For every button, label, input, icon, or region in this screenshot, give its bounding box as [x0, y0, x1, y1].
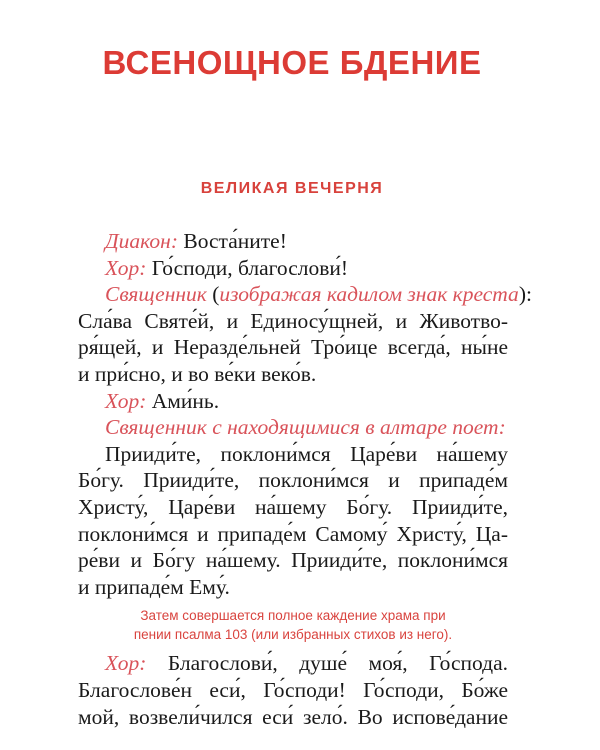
text-line: Прииди́те, поклони́мся Царе́ви на́шему — [105, 441, 508, 466]
text-line: Хор: Го́споди, благослови́! — [105, 255, 349, 280]
text-line: поклони́мся и припаде́м Самому́ Христу́, Ца- — [78, 521, 508, 546]
role-label: Хор: — [105, 255, 147, 280]
role-label: Хор: — [105, 651, 147, 676]
text-line: Благослове́н еси́, Го́споди! Го́споди, Бо́же — [78, 677, 508, 702]
text-line: ре́ви и Бо́гу на́шему. Прииди́те, поклони́мся — [78, 548, 508, 573]
text-line: Хор: Ами́нь. — [105, 388, 220, 413]
text-line: и при́сно, и во ве́ки веко́в. — [78, 361, 317, 386]
text-line: мой, возвели́чился еси́ зело́. Во испове́дание — [78, 704, 508, 729]
page-title: ВСЕНОЩНОЕ БДЕНИЕ — [102, 44, 482, 81]
text-line: ря́щей, и Неразде́льней Тро́ице всегда́, ны́не — [78, 335, 508, 360]
text-line: Хор: Благослови́, душе́ моя́, Го́спода. — [105, 651, 508, 676]
text-line: Диакон: Воста́ните! — [105, 229, 287, 253]
text-line: и припаде́м Ему́. — [78, 574, 230, 599]
text-line: Сла́ва Святе́й, и Единосу́щней, и Животво- — [78, 308, 508, 333]
role-label: Диакон: — [105, 229, 178, 253]
role-label: Хор: — [105, 388, 147, 413]
section-title: ВЕЛИКАЯ ВЕЧЕРНЯ — [200, 180, 384, 197]
rubric-note: Затем совершается полное каждение храма при пении псалма 103 (или избранных стихов из него). — [133, 608, 453, 643]
text-line: Бо́гу. Прииди́те, поклони́мся и припаде́м — [78, 468, 508, 493]
rubric: изображая кадилом знак креста — [219, 282, 519, 307]
text-line: Христу́, Царе́ви на́шему Бо́гу. Прииди́те, — [78, 494, 508, 519]
text-line: Священник (изображая кадилом знак креста): — [105, 282, 532, 307]
rubric: Священник с находящимися в алтаре поет: — [105, 415, 506, 440]
liturgical-text — [78, 228, 532, 730]
role-label: Священник — [105, 282, 207, 307]
